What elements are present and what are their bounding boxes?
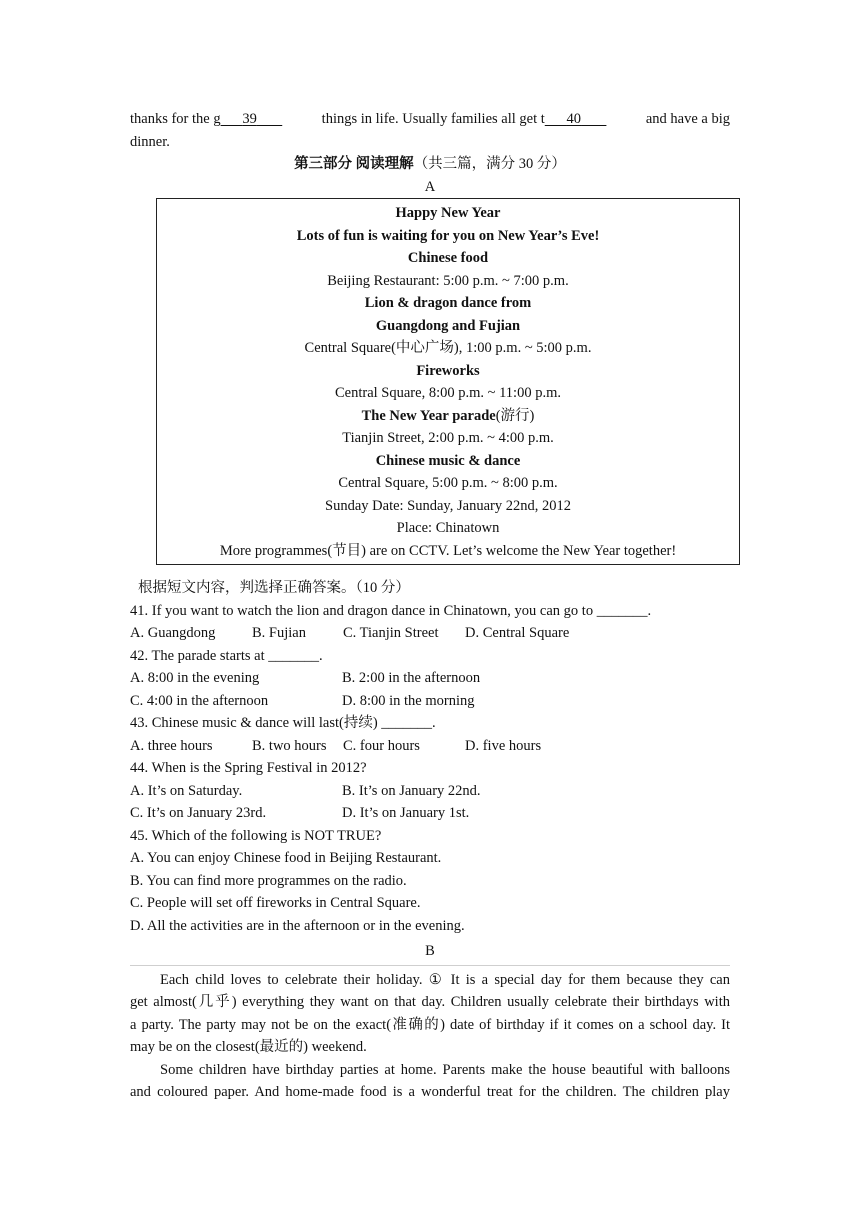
question-stem: 43. Chinese music & dance will last(持续) _______. [130, 715, 436, 731]
instruction: 根据短文内容，判选择正确答案。（10 分） [138, 580, 410, 596]
notice-line-text: Central Square, 8:00 p.m. ~ 11:00 p.m. [335, 385, 561, 401]
paragraph-line: and coloured paper. And home-made food is a wonderful treat for the children. The children play [130, 1084, 730, 1100]
notice-line-text: Happy New Year [395, 205, 501, 221]
notice-line-text: The New Year parade [361, 407, 496, 424]
option[interactable]: B. You can find more programmes on the radio. [130, 872, 407, 889]
fill-blank-text-b: things in life. Usually families all get t 40 [322, 108, 607, 131]
option[interactable]: A. three hours [130, 737, 213, 754]
option[interactable]: B. Fujian [252, 625, 306, 641]
option[interactable]: A. 8:00 in the evening [130, 670, 260, 686]
notice-box [156, 198, 740, 565]
passage-b-label: B [425, 943, 435, 959]
option[interactable]: A. You can enjoy Chinese food in Beijing Restaurant. [130, 850, 442, 866]
section-note: （共三篇，满分 30 分） [413, 156, 566, 172]
notice-line-text: Central Square(中心广场), 1:00 p.m. ~ 5:00 p.m. [304, 340, 592, 356]
fill-blank-line-1 [130, 108, 730, 131]
question-stem: 41. If you want to watch the lion and dragon dance in Chinatown, you can go to _______. [130, 602, 652, 619]
option-row [130, 622, 730, 645]
paragraph-line: Each child loves to celebrate their holiday. ① It is a special day for them because they can [160, 971, 730, 988]
question-stem: 45. Which of the following is NOT TRUE? [130, 827, 382, 844]
notice-line-text: Guangdong and Fujian [375, 317, 521, 334]
notice-line [157, 495, 739, 518]
notice-line [157, 270, 739, 293]
paragraph-line: Some children have birthday parties at home. Parents make the house beautiful with balloons [160, 1061, 730, 1078]
option[interactable]: B. two hours [252, 737, 327, 754]
notice-line-text: Tianjin Street, 2:00 p.m. ~ 4:00 p.m. [342, 430, 554, 446]
divider [130, 965, 730, 966]
fill-blank-text-a: thanks for the g 39 [130, 108, 282, 131]
notice-line-text: Lots of fun is waiting for you on New Year’s Eve! [296, 227, 600, 244]
paragraph-line: a party. The party may not be on the exact(准确的) date of birthday if it comes on a school day. It [130, 1016, 730, 1033]
question-stem: 44. When is the Spring Festival in 2012? [130, 760, 367, 776]
notice-line [157, 247, 739, 270]
questions-list [130, 600, 730, 938]
fill-blank-line-2: dinner. [130, 133, 170, 150]
option[interactable]: D. 8:00 in the morning [342, 692, 475, 709]
option-row [130, 667, 730, 690]
notice-line [157, 517, 739, 540]
option[interactable]: A. It’s on Saturday. [130, 782, 243, 799]
notice-line [157, 315, 739, 338]
passage-b-paragraph-1 [130, 969, 730, 1059]
option-row [130, 690, 730, 713]
option-row [130, 780, 730, 803]
option-row [130, 802, 730, 825]
option[interactable]: B. It’s on January 22nd. [342, 782, 481, 799]
notice-line [157, 540, 739, 563]
option[interactable]: B. 2:00 in the afternoon [342, 670, 481, 686]
notice-line [157, 427, 739, 450]
notice-line [157, 225, 739, 248]
passage-a-label: A [424, 178, 436, 195]
option[interactable]: A. Guangdong [130, 625, 216, 641]
notice-line-text: Lion & dragon dance from [364, 295, 532, 311]
option-row [130, 847, 730, 870]
option[interactable]: C. four hours [343, 737, 420, 754]
option[interactable]: D. five hours [465, 737, 542, 754]
section-title-text: 第三部分 阅读理解 [294, 156, 414, 172]
option[interactable]: D. All the activities are in the afternoon or in the evening. [130, 917, 465, 934]
exam-page [130, 108, 730, 1104]
option[interactable]: D. Central Square [465, 625, 570, 641]
blank-39: 39 [242, 111, 257, 127]
option[interactable]: C. It’s on January 23rd. [130, 805, 267, 821]
passage-b-paragraph-2 [130, 1059, 730, 1104]
question-stem: 42. The parade starts at _______. [130, 647, 323, 664]
notice-line [157, 360, 739, 383]
notice-line-text: Beijing Restaurant: 5:00 p.m. ~ 7:00 p.m. [327, 272, 569, 289]
option[interactable]: C. Tianjin Street [343, 625, 439, 641]
option[interactable]: D. It’s on January 1st. [342, 805, 470, 821]
notice-line-text: Chinese music & dance [375, 452, 521, 469]
paragraph-line: get almost(几乎) everything they want on that day. Children usually celebrate their birthdays with [130, 994, 730, 1010]
notice-line [157, 382, 739, 405]
notice-line-suffix: (游行) [495, 407, 535, 424]
option-row [130, 735, 730, 758]
notice-line [157, 450, 739, 473]
option[interactable]: C. 4:00 in the afternoon [130, 692, 269, 709]
notice-line [157, 405, 739, 428]
notice-line-text: Central Square, 5:00 p.m. ~ 8:00 p.m. [338, 475, 558, 491]
notice-line [157, 202, 739, 225]
option-row [130, 892, 730, 915]
option[interactable]: C. People will set off fireworks in Central Square. [130, 895, 421, 911]
fill-blank-text-c: and have a big [645, 111, 730, 127]
section-title [130, 153, 730, 176]
option-row [130, 870, 730, 893]
notice-line-text: More programmes(节目) are on CCTV. Let’s welcome the New Year together! [219, 542, 677, 559]
notice-line [157, 292, 739, 315]
option-row [130, 915, 730, 938]
notice-line [157, 337, 739, 360]
notice-line-text: Chinese food [407, 250, 489, 266]
paragraph-line: may be on the closest(最近的) weekend. [130, 1039, 367, 1055]
notice-line [157, 472, 739, 495]
blank-40: 40 [566, 111, 582, 127]
notice-line-text: Fireworks [416, 362, 480, 379]
notice-line-text: Place: Chinatown [396, 520, 500, 536]
notice-line-text: Sunday Date: Sunday, January 22nd, 2012 [325, 497, 571, 514]
